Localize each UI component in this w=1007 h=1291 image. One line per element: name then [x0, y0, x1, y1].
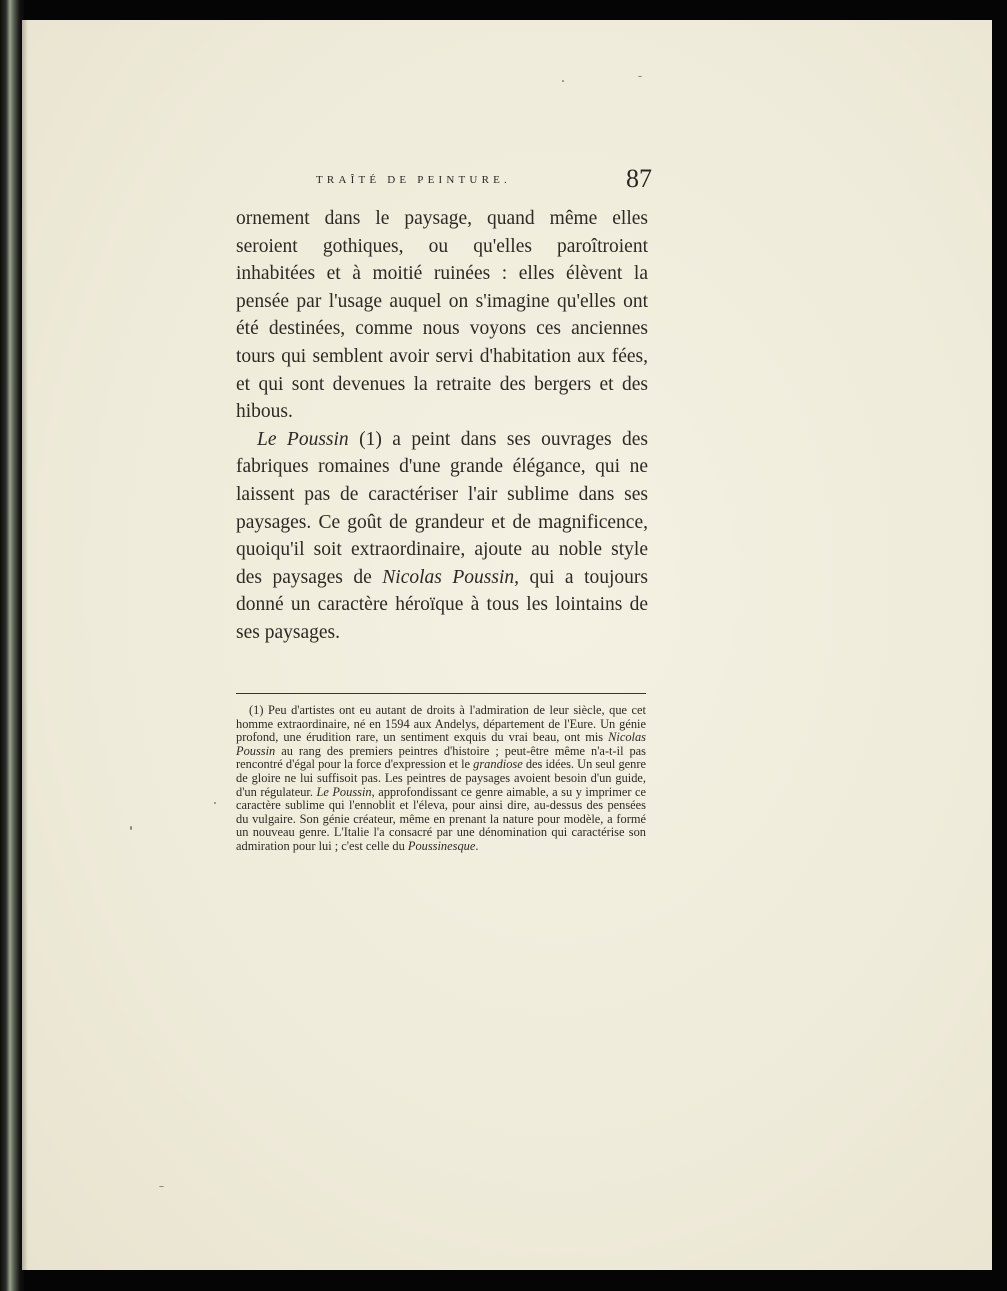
footnote-italic: Poussinesque: [407, 838, 476, 853]
page-gutter-shadow: [22, 20, 28, 1270]
paper-speck: [130, 826, 132, 830]
book-spine-edge: [0, 0, 24, 1291]
footnote-paragraph: [236, 704, 646, 854]
running-head: [236, 166, 656, 206]
footnote-text: , approfondissant ce genre aimable, a su y imprimer ce caractère sublime qui l'ennoblit et l'éleva, pour ainsi dire, au-dessus des pensées du vulgaire. Son génie créateur, même en prenant la nature pour modèle, a formé un nouveau genre. L'Italie l'a consacré par une dénomination qui caractérise son admiration pour lui ; c'est celle du: [236, 784, 647, 853]
running-title: TRAÎTÉ DE PEINTURE.: [316, 174, 511, 186]
footnote-text: .: [475, 838, 479, 853]
footnote-rule: [236, 693, 646, 694]
footnote-italic: Nicolas Poussin: [236, 730, 646, 758]
footnote-text: au rang des premiers peintres d'histoire ; peut-être même n'a-t-il pas rencontré d'égal pour la force d'expression et le: [236, 743, 646, 772]
paper-speck: [638, 76, 642, 77]
footnote: [236, 704, 646, 854]
paragraph: [236, 426, 648, 647]
paragraph-text: (1) a peint dans ses ouvrages des fabriques romaines d'une grande élégance, qui ne laissent pas de caractériser l'air sublime dans ses paysages. Ce goût de grandeur et de magnificence, quoiqu'il soit extraordinaire, ajoute au noble style des paysages de: [236, 428, 648, 588]
page-number: 87: [626, 164, 652, 193]
paragraph-text: , qui a toujours donné un caractère héroïque à tous les lointains de ses paysages.: [236, 566, 648, 643]
main-text: [236, 205, 648, 647]
italic-name: Nicolas Poussin: [382, 566, 515, 588]
paper-speck: [214, 802, 216, 804]
footnote-text: (1) Peu d'artistes ont eu autant de droits à l'admiration de leur siècle, que cet homme extraordinaire, né en 1594 aux Andelys, département de l'Eure. Un génie profond, une érudition rare, un sentiment exquis du vrai beau, ont mis: [236, 703, 646, 745]
paragraph: ornement dans le paysage, quand même elles seroient gothiques, ou qu'elles paroîtroient inhabitées et à moitié ruinées : elles élèvent la pensée par l'usage auquel on s'imagine qu'elles ont été destinées, comme nous voyons ces anciennes tours qui semblent avoir servi d'habitation aux fées, et qui sont devenues la retraite des bergers et des hibous.: [236, 208, 648, 423]
italic-name: Le Poussin: [257, 428, 349, 450]
footnote-italic: Le Poussin: [316, 784, 372, 799]
paper-speck: [159, 1186, 164, 1187]
footnote-text: des idées. Un seul genre de gloire ne lui suffisoit pas. Les peintres de paysages avoient besoin d'un guide, d'un régulateur.: [236, 757, 646, 799]
footnote-italic: grandiose: [473, 757, 523, 772]
paper-speck: [562, 80, 564, 82]
